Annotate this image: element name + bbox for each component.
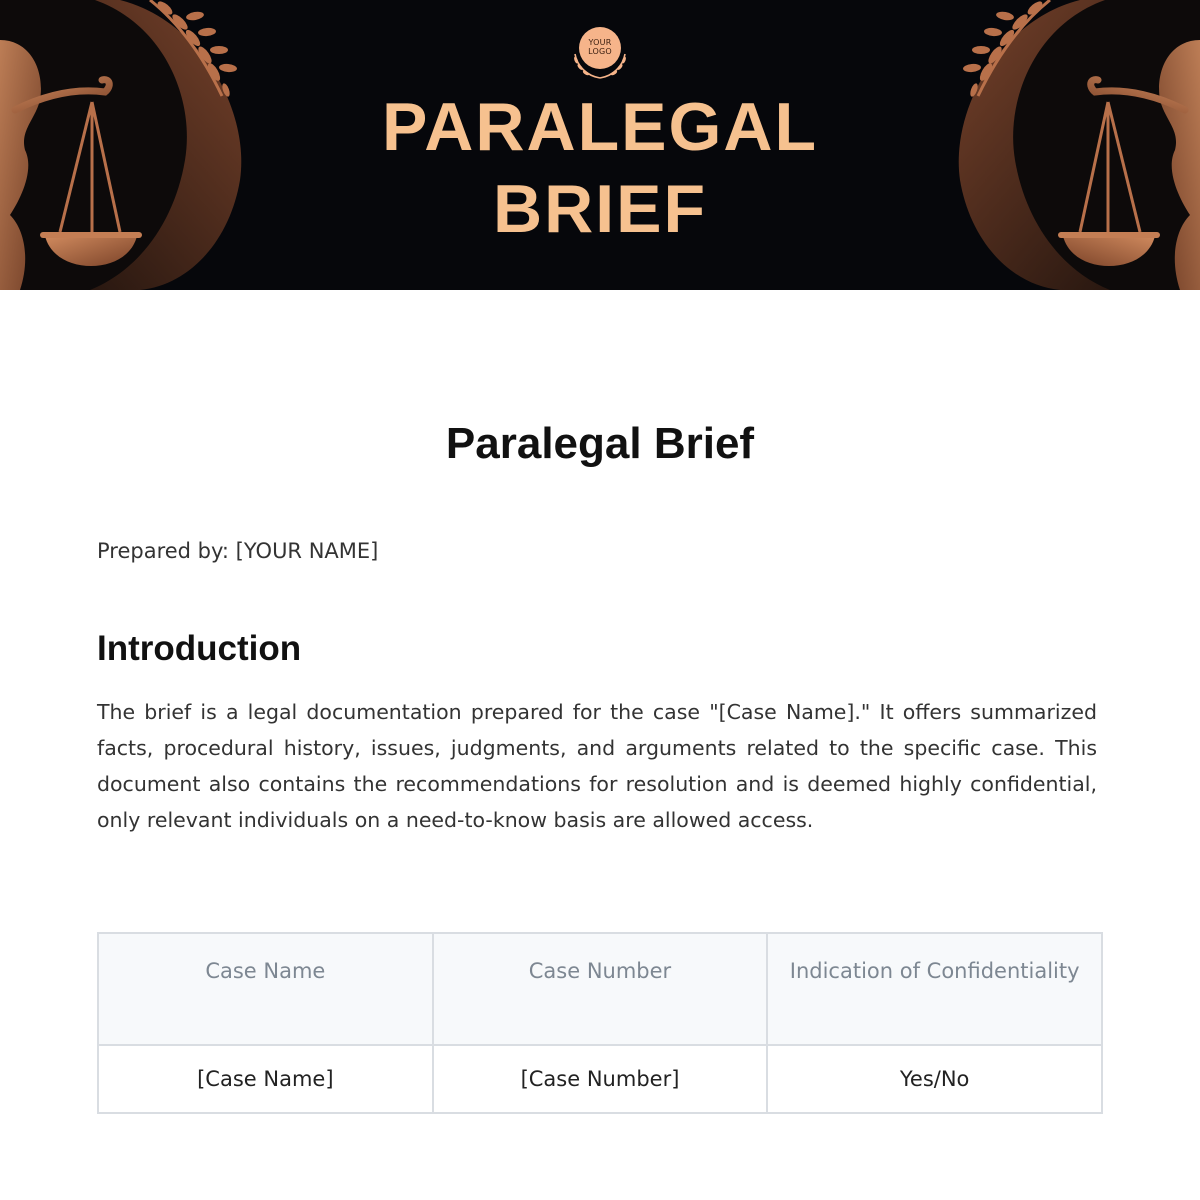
logo-text: YOUR LOGO — [588, 38, 612, 56]
table-header-confidentiality: Indication of Confidentiality — [767, 933, 1102, 1045]
table-cell-case-number: [Case Number] — [433, 1045, 768, 1113]
case-info-table — [97, 932, 1103, 1114]
table-header-row — [98, 933, 1102, 1045]
table-row — [98, 1045, 1102, 1113]
table-cell-confidentiality: Yes/No — [767, 1045, 1102, 1113]
banner-title — [0, 86, 1200, 250]
prepared-by: Prepared by: [YOUR NAME] — [97, 539, 379, 563]
banner-title-line-2: BRIEF — [493, 171, 707, 247]
table-cell-case-name: [Case Name] — [98, 1045, 433, 1113]
banner-title-line-1: PARALEGAL — [381, 89, 819, 165]
table-header-case-number: Case Number — [433, 933, 768, 1045]
introduction-paragraph: The brief is a legal documentation prepared for the case "[Case Name]." It offers summarized facts, procedural history, issues, judgments, and arguments related to the specific case. This document also contains the recommendations for resolution and is deemed highly confidential, only relevant individuals on a need-to-know basis are allowed access. — [97, 700, 1097, 832]
table-header-case-name: Case Name — [98, 933, 433, 1045]
header-banner — [0, 0, 1200, 290]
introduction-heading: Introduction — [97, 629, 302, 668]
document-title: Paralegal Brief — [445, 419, 755, 468]
